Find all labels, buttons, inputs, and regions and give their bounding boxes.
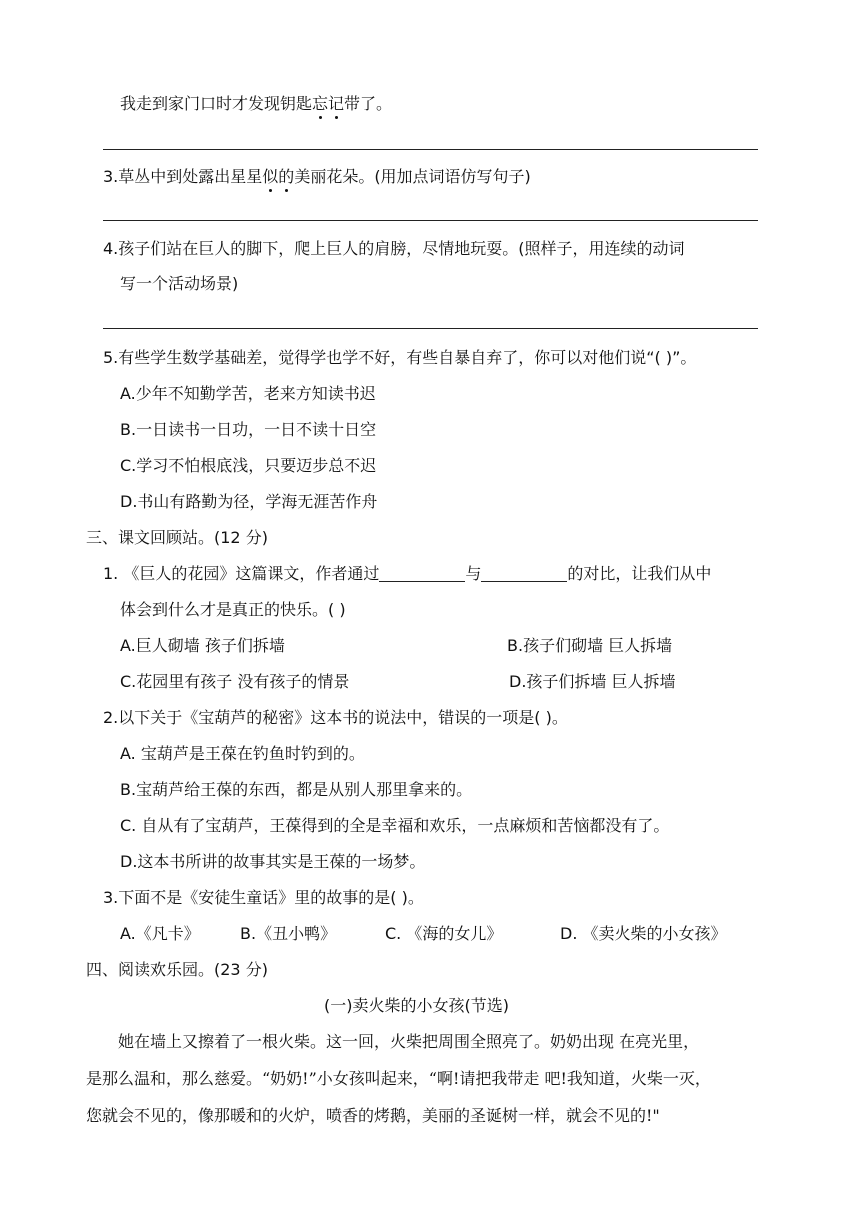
s3-q2-option-b: B.宝葫芦给王葆的东西，都是从别人那里拿来的。 [120, 780, 473, 799]
s3-q1-part-c: 的对比，让我们从中 [567, 564, 712, 583]
example-sentence: 我走到家门口时才发现钥匙忘记带了。 [120, 94, 393, 113]
s3-question-3: 3.下面不是《安徒生童话》里的故事的是( )。 [103, 888, 424, 907]
answer-line-3[interactable] [103, 220, 758, 221]
passage-line-3: 您就会不见的，像那暖和的火炉，喷香的烤鹅，美丽的圣诞树一样，就会不见的!" [86, 1106, 660, 1125]
s3-q1-option-b: B.孩子们砌墙 巨人拆墙 [507, 636, 673, 655]
fill-blank-1[interactable] [379, 565, 465, 582]
section-4-heading: 四、阅读欢乐园。(23 分) [86, 960, 268, 979]
s3-q1-option-d: D.孩子们拆墙 巨人拆墙 [509, 672, 676, 691]
answer-line-2[interactable] [103, 149, 758, 150]
s3-q2-option-c: C. 自从有了宝葫芦，王葆得到的全是幸福和欢乐，一点麻烦和苦恼都没有了。 [120, 816, 670, 835]
s3-question-2: 2.以下关于《宝葫芦的秘密》这本书的说法中，错误的一项是( )。 [103, 708, 568, 727]
s3-question-1 [103, 563, 711, 585]
answer-line-4[interactable] [103, 328, 758, 329]
s3-q3-option-b: B.《丑小鸭》 [240, 924, 337, 943]
question-5: 5.有些学生数学基础差，觉得学也学不好，有些自暴自弃了，你可以对他们说“( )”。 [103, 348, 697, 367]
passage-line-1: 她在墙上又擦着了一根火柴。这一回，火柴把周围全照亮了。奶奶出现 在亮光里， [118, 1032, 700, 1051]
q5-option-b: B.一日读书一日功，一日不读十日空 [120, 420, 377, 439]
q5-option-c: C.学习不怕根底浅，只要迈步总不迟 [120, 456, 377, 475]
s3-q3-option-d: D. 《卖火柴的小女孩》 [560, 924, 727, 943]
s3-q3-option-c: C. 《海的女儿》 [385, 924, 503, 943]
s3-q3-option-a: A.《凡卡》 [120, 924, 200, 943]
passage-line-2: 是那么温和，那么慈爱。“奶奶!”小女孩叫起来，“啊!请把我带走 吧!我知道，火柴一灭， [86, 1069, 711, 1088]
s3-q1-option-a: A.巨人砌墙 孩子们拆墙 [120, 636, 285, 655]
q5-option-a: A.少年不知勤学苦，老来方知读书迟 [120, 384, 376, 403]
s3-q1-part-a: 1. 《巨人的花园》这篇课文，作者通过 [103, 564, 380, 583]
passage-title: (一)卖火柴的小女孩(节选) [324, 996, 509, 1015]
s3-q2-option-a: A. 宝葫芦是王葆在钓鱼时钓到的。 [120, 744, 365, 763]
fill-blank-2[interactable] [481, 565, 567, 582]
s3-question-1-line2: 体会到什么才是真正的快乐。( ) [120, 600, 346, 619]
section-3-heading: 三、课文回顾站。(12 分) [86, 528, 268, 547]
question-4-line2: 写一个活动场景) [120, 274, 239, 293]
s3-q1-part-b: 与 [465, 564, 482, 583]
s3-q2-option-d: D.这本书所讲的故事其实是王葆的一场梦。 [120, 852, 426, 871]
question-4-line1: 4.孩子们站在巨人的脚下，爬上巨人的肩膀，尽情地玩耍。(照样子，用连续的动词 [103, 239, 685, 258]
question-3: 3.草丛中到处露出星星似的美丽花朵。(用加点词语仿写句子) [103, 167, 531, 186]
q5-option-d: D.书山有路勤为径，学海无涯苦作舟 [120, 492, 378, 511]
s3-q1-option-c: C.花园里有孩子 没有孩子的情景 [120, 672, 350, 691]
